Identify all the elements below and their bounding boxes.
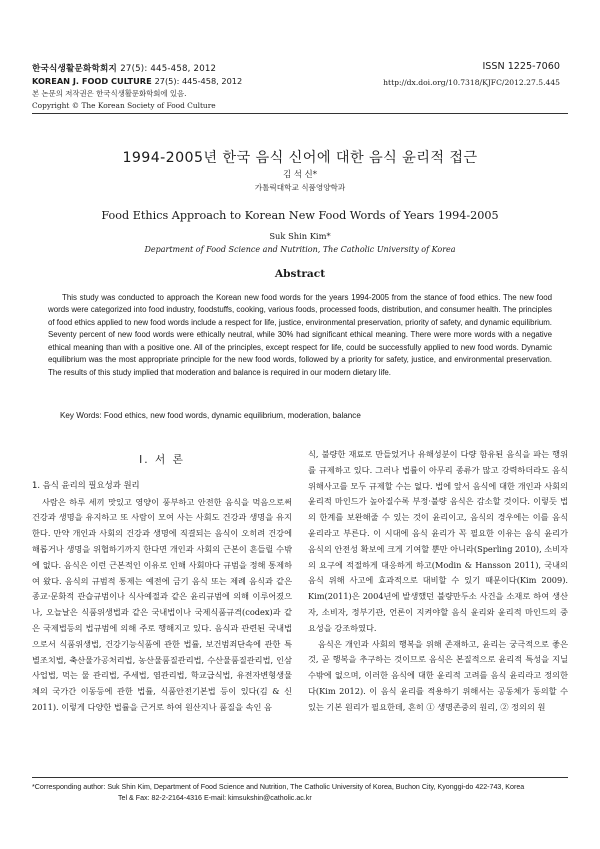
corresponding-author-note: *Corresponding author: Suk Shin Kim, Department of Food Science and Nutrition, The Catholic University of Korea, Buchon City, Kyonggi-do 422-743, Korea: [32, 783, 525, 791]
journal-name-ko: 한국식생활문화학회지 27(5): 445-458, 2012: [32, 64, 217, 74]
copyright-ko: 본 논문의 저작권은 한국식생활문화학회에 있음.: [32, 89, 187, 98]
header-rule: [32, 113, 568, 114]
keywords: Key Words: Food ethics, new food words, dynamic equilibrium, moderation, balance: [60, 411, 361, 420]
title-korean: 1994-2005년 한국 음식 신어에 대한 음식 윤리적 접근: [122, 150, 478, 166]
abstract-text: This study was conducted to approach the Korean new food words for the years 1994-2005 from the stance of food ethics. The new food words were categorized into food industry, foodstuffs, cooking, various foods, processed foods, distribution, and consumer health. The principles of food ethics applied to new food words include a respect for life, justice, environmental preservation, priority of safety, and dynamic equilibrium. Seventy percent of new food words were ethically neutral, while 30% had significant ethical meaning. There were more words with a negative ethical meaning than with a positive one. All of the principles, except respect for life, could be successfully applied to new food words. Dynamic equilibrium was the most appropriate principle for the new food words, followed by a priority for safety, justice, and environmental preservation. The results of this study implied that moderation and balance is required in our modern dietary life.: [48, 293, 552, 377]
author-english: Suk Shin Kim*: [269, 231, 331, 241]
body-paragraph: 음식은 개인과 사회의 행복을 위해 존재하고, 윤리는 궁극적으로 좋은 것, 곧 행복을 추구하는 것이므로 음식은 본질적으로 윤리적 특성을 지닐 수밖에 없으며, 이러한 음식에 대한 윤리적 고려를 음식 윤리라고 정의한다(Kim 2012). 이 음식 윤리를 적용하기 위해서는 공동체가 동의할 수 있는 기본 원리가 필요한데, 흔히 ① 생명존중의 원리, ② 정의의 원: [308, 638, 568, 712]
copyright-en: Copyright © The Korean Society of Food Culture: [32, 101, 216, 110]
body-paragraph: 사람은 하루 세끼 맛있고 영양이 풍부하고 안전한 음식을 먹음으로써 건강과 생명을 유지하고 또 사람이 모여 사는 사회도 건강과 생명을 유지한다. 만약 개인과 사회의 건강과 생명에 직결되는 음식이 오히려 건강에 해롭거나 생명을 위협하기까지 한다면 개인과 사회의 근본이 흔들릴 수밖에 없다. 음식은 이런 근본적인 이유로 인해 사회마다 규범을 정해 통제하여 왔다. 음식의 규범적 통제는 예전에 금기 음식 또는 제례 음식과 같은 종교·문화적 관습규범이나 식사예절과 같은 윤리규범에 의해 이루어졌으나, 오늘날은 식품위생법과 같은 국내법이나 국제식품규격(codex)과 같은 국제법등의 법규범에 의해 주로 행해지고 있다. 음식과 관련된 국내법으로서 식품위생법, 건강기능식품에 관한 법률, 보건범죄단속에 관한 특별조치법, 축산물가공처리법, 농산물품질관리법, 수산물품질관리법, 인삼사업법, 먹는 물 관리법, 주세법, 염관리법, 학교급식법, 유전자변형생물체의 국가간 이동등에 관한 법률, 식품안전기본법 등이 있다(김 & 신 2011). 이렇게 다양한 법률을 근거로 하여 원산지나 품질을 속인 음: [32, 496, 292, 712]
abstract-heading: Abstract: [274, 268, 326, 280]
contact-info: Tel & Fax: 82-2-2164-4316 E-mail: kimsukshin@catholic.ac.kr: [118, 794, 312, 802]
right-column: [308, 447, 568, 716]
subsection-heading: 1. 음식 윤리의 필요성과 원리: [32, 479, 140, 490]
affiliation-english: Department of Food Science and Nutrition, The Catholic University of Korea: [144, 245, 456, 254]
footnote: [32, 782, 572, 804]
doi-link[interactable]: http://dx.doi.org/10.7318/KJFC/2012.27.5.445: [383, 78, 560, 87]
section-heading-introduction: I. 서 론: [139, 454, 185, 466]
footnote-rule: [32, 777, 568, 778]
body-paragraph: 식, 불량한 재료로 만들었거나 유해성분이 다량 함유된 음식을 파는 행위를 규제하고 있다. 그러나 법률이 아무리 종류가 많고 강력하더라도 음식 위해사고를 모두 규제할 수는 없다. 법에 앞서 음식에 대한 개인과 사회의 윤리적 마인드가 높아질수록 부정·불량 음식은 감소할 것이다. 이렇듯 법의 한계를 보완해줄 수 있는 것이 윤리이고, 음식의 경우에는 이를 음식 윤리라고 부른다. 이 시대에 음식 윤리가 꼭 필요한 이유는 음식 윤리가 음식의 안전성 확보에 크게 기여할 뿐만 아니라(Sperling 2010), 소비자의 요구에 적절하게 대응하게 하고(Modin & Hansson 2011), 국내의 음식 위해 사고에 효과적으로 대비할 수 있기 때문이다(Kim 2009). Kim(2011)은 2004년에 발생했던 불량만두소 사건을 소재로 하여 생산자, 소비자, 정부기관, 언론이 지켜야할 음식 윤리와 윤리적 마인드의 중요성을 강조하였다.: [308, 449, 569, 633]
left-column: [32, 453, 292, 716]
author-korean: 김 석 신*: [283, 169, 317, 179]
affiliation-korean: 가톨릭대학교 식품영양학과: [254, 183, 346, 192]
issn: ISSN 1225-7060: [482, 61, 560, 72]
title-english: Food Ethics Approach to Korean New Food Words of Years 1994-2005: [101, 209, 499, 222]
journal-name-en: KOREAN J. FOOD CULTURE 27(5): 445-458, 2012: [32, 76, 243, 86]
journal-header: [32, 62, 242, 110]
issn-block: [383, 61, 560, 87]
